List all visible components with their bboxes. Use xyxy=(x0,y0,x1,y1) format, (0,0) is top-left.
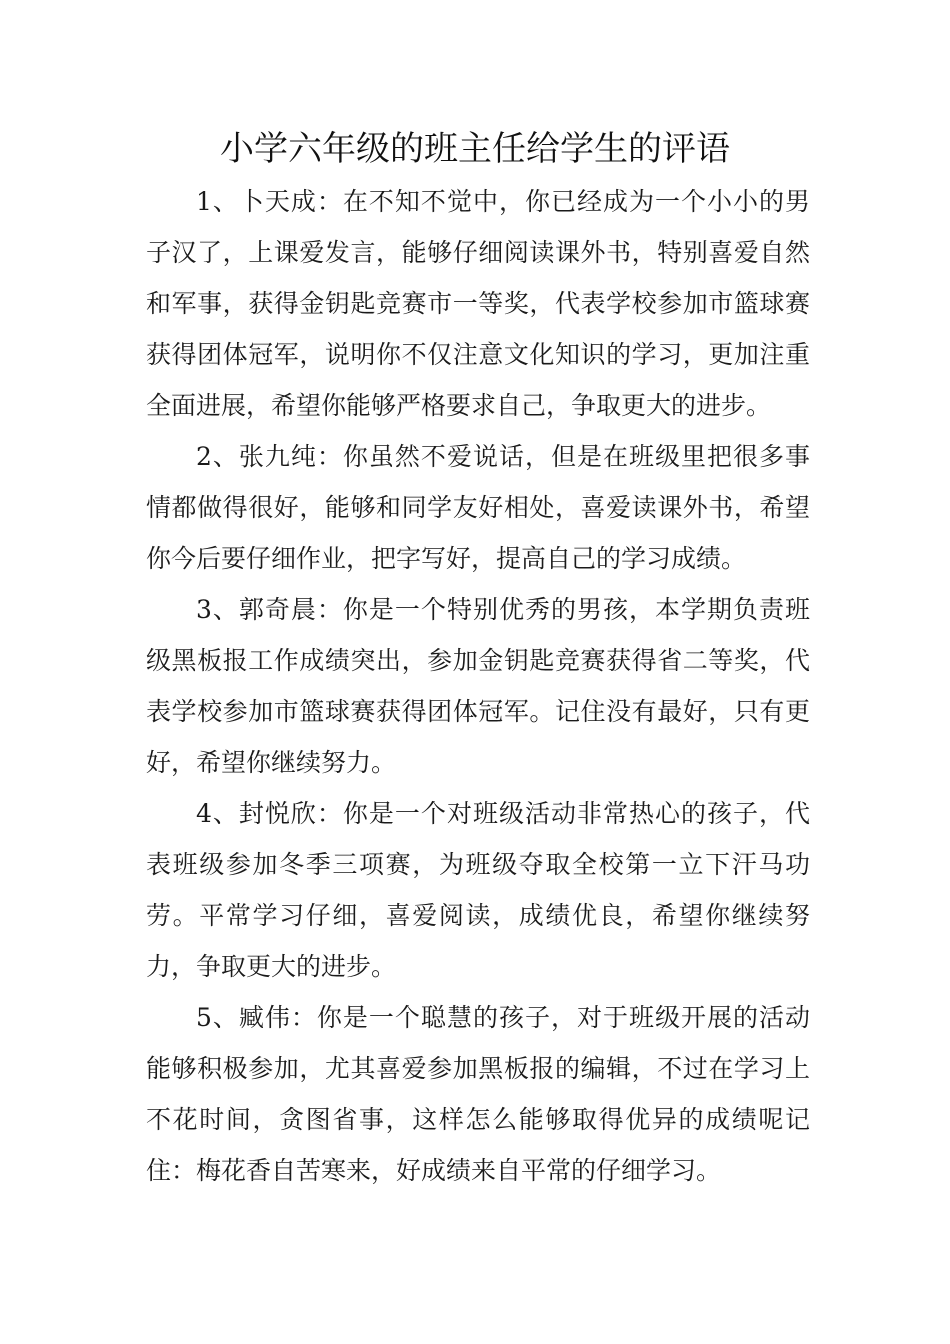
document-body xyxy=(146,176,810,1196)
comment-paragraph-1: 1、卜天成：在不知不觉中，你已经成为一个小小的男子汉了，上课爱发言，能够仔细阅读课外书，特别喜爱自然和军事，获得金钥匙竞赛市一等奖，代表学校参加市篮球赛获得团体冠军，说明你不仅注意文化知识的学习，更加注重全面进展，希望你能够严格要求自己，争取更大的进步。 xyxy=(146,187,810,420)
comment-paragraph-2: 2、张九纯：你虽然不爱说话，但是在班级里把很多事情都做得很好，能够和同学友好相处，喜爱读课外书，希望你今后要仔细作业，把字写好，提高自己的学习成绩。 xyxy=(146,442,810,573)
comment-paragraph-4: 4、封悦欣：你是一个对班级活动非常热心的孩子，代表班级参加冬季三项赛，为班级夺取全校第一立下汗马功劳。平常学习仔细，喜爱阅读，成绩优良，希望你继续努力，争取更大的进步。 xyxy=(146,799,810,981)
comment-paragraph-3: 3、郭奇晨：你是一个特别优秀的男孩，本学期负责班级黑板报工作成绩突出，参加金钥匙竞赛获得省二等奖，代表学校参加市篮球赛获得团体冠军。记住没有最好，只有更好，希望你继续努力。 xyxy=(146,595,810,777)
document-title: 小学六年级的班主任给学生的评语 xyxy=(220,129,730,169)
comment-paragraph-5: 5、臧伟：你是一个聪慧的孩子，对于班级开展的活动能够积极参加，尤其喜爱参加黑板报的编辑，不过在学习上不花时间，贪图省事，这样怎么能够取得优异的成绩呢记住：梅花香自苦寒来，好成绩来自平常的仔细学习。 xyxy=(146,1003,810,1185)
